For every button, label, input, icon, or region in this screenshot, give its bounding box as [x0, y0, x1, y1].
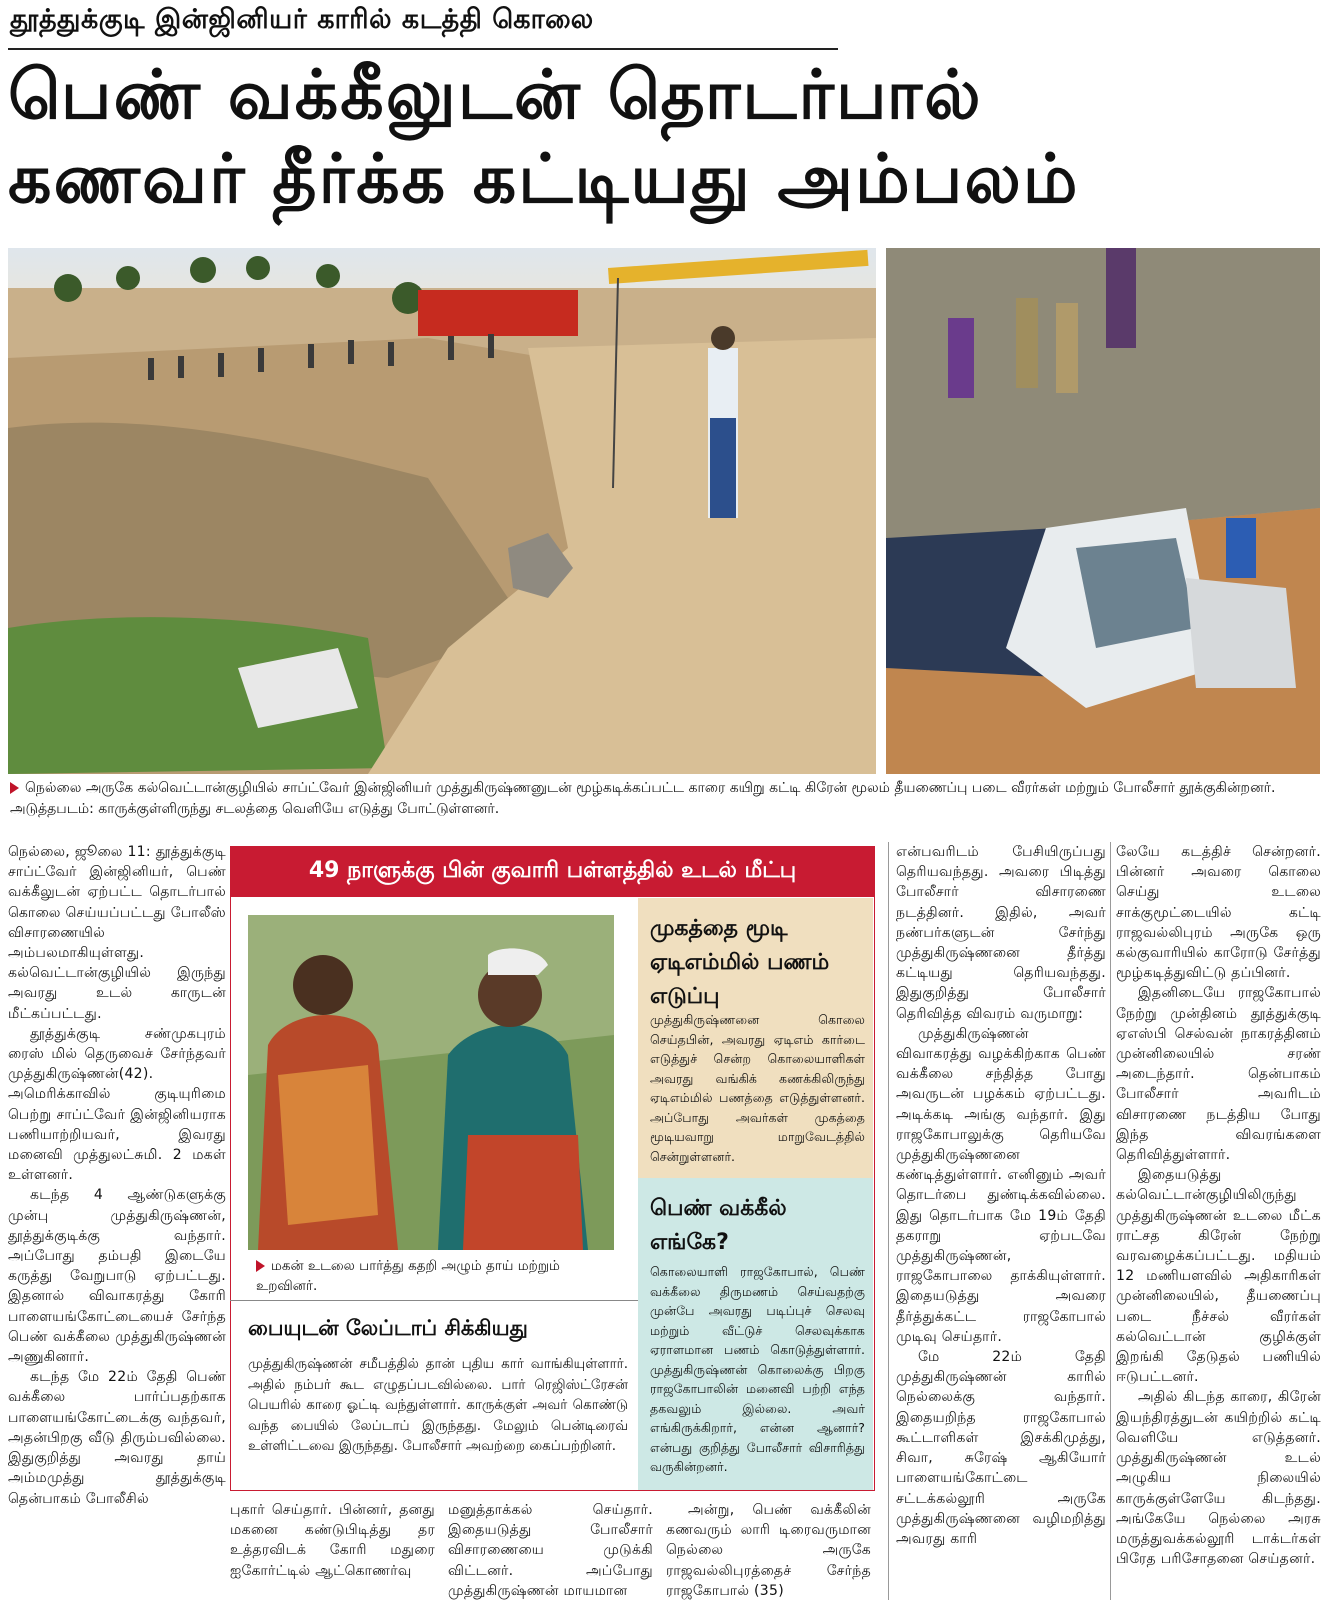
paragraph: மனுத்தாக்கல் செய்தார். இதையடுத்து போலீசார் விசாரணையை முடுக்கி விட்டனர். அப்போது முத்துகிருஷ்ணன் மாயமான	[448, 1502, 653, 1599]
paragraph: அதில் கிடந்த காரை, கிரேன் இயந்திரத்துடன் கயிற்றில் கட்டி வெளியே எடுத்தனர். முத்துகிருஷ்ணன் உடல் அழுகிய நிலையில் காருக்குள்ளேயே கிடந்தது. அங்கேயே நெல்லை அரசு மருத்துவக்கல்லூரி டாக்டர்கள் பிரேத பரிசோதனை செய்தனர்.	[1116, 1389, 1321, 1568]
car-body-recovery-photo	[886, 248, 1320, 774]
feature-banner: 49 நாளுக்கு பின் குவாரி பள்ளத்தில் உடல் மீட்பு	[230, 846, 875, 896]
atm-sidebar-title: முகத்தை மூடி ஏடிஎம்மில் பணம் எடுப்பு	[650, 916, 830, 1009]
atm-sidebar-body: முத்துகிருஷ்ணனை கொலை செய்தபின், அவரது ஏடிஎம் கார்டை எடுத்துச் சென்ற கொலையாளிகள் அவரது வங்கிக் கணக்கிலிருந்து ஏடிஎம்மில் பணத்தை எடுத்துள்ளனர். அப்போது அவர்கள் முகத்தை மூடியவாறு மாறுவேடத்தில் சென்றுள்ளனர்.	[650, 1012, 865, 1164]
kicker-rule	[8, 48, 838, 50]
paragraph: கடந்த மே 22ம் தேதி பெண் வக்கீலை பார்ப்பதற்காக பாளையங்கோட்டைக்கு வந்தவர், அதன்பிறகு வீடு திரும்பவில்லை. இதுகுறித்து அவரது தாய் அம்மமுத்து தூத்துக்குடி தென்பாகம் போலீசில்	[8, 1369, 226, 1507]
paragraph: என்பவரிடம் பேசியிருப்பது தெரியவந்தது. அவரை பிடித்து போலீசார் விசாரணை நடத்தினர். இதில், அவர் நண்பர்களுடன் சேர்ந்து முத்துகிருஷ்ணனை தீர்த்து கட்டியது தெரியவந்தது. இதுகுறித்து போலீசார் தெரிவித்த விவரம் வருமாறு:	[896, 844, 1106, 1022]
photo-caption-text: நெல்லை அருகே கல்வெட்டான்குழியில் சாப்ட்வேர் இன்ஜினியர் முத்துகிருஷ்ணனுடன் மூழ்கடிக்கப்பட்ட காரை கயிறு கட்டி கிரேன் மூலம் தீயணைப்பு படை வீரர்கள் மற்றும் போலீசார் தூக்குகின்றனர். அடுத்தபடம்: காருக்குள்ளிருந்து சடலத்தை வெளியே எடுத்து போட்டுள்ளனர்.	[10, 780, 1276, 817]
paragraph: லேயே கடத்திச் சென்றனர். பின்னர் அவரை கொலை செய்து உடலை சாக்குமூட்டையில் கட்டி ராஜவல்லிபுரம் அருகே ஒரு கல்குவாரியில் காரோடு சேர்த்து மூழ்கடித்துவிட்டு தப்பினர்.	[1116, 844, 1321, 982]
paragraph: முத்துகிருஷ்ணன் விவாகரத்து வழக்கிற்காக பெண் வக்கீலை சந்தித்த போது அவருடன் பழக்கம் ஏற்பட்டது. அடிக்கடி அங்கு வந்தார். இது ராஜகோபாலுக்கு தெரியவே முத்துகிருஷ்ணனை கண்டித்துள்ளார். எனினும் அவர் தொடர்பை துண்டிக்கவில்லை. இது தொடர்பாக மே 19ம் தேதி தகராறு ஏற்படவே முத்துகிருஷ்ணன், ராஜகோபாலை தாக்கியுள்ளார். இதையடுத்து அவரை தீர்த்துக்கட்ட ராஜகோபால் முடிவு செய்தார்.	[896, 1025, 1106, 1345]
quarry-rescue-photo	[8, 248, 876, 774]
article-column-5	[1116, 842, 1321, 1600]
article-column-1	[8, 842, 226, 1600]
photo-caption	[10, 778, 1320, 820]
laptop-subhead: பையுடன் லேப்டாப் சிக்கியது	[248, 1316, 528, 1340]
paragraph: கடந்த 4 ஆண்டுகளுக்கு முன்பு முத்துகிருஷ்ணன், தூத்துக்குடிக்கு வந்தார். அப்போது தம்பதி இடையே கருத்து வேறுபாடு ஏற்பட்டது. இதனால் விவாகரத்து கோரி பாளையங்கோட்டையைச் சேர்ந்த பெண் வக்கீலை முத்துகிருஷ்ணன் அணுகினார்.	[8, 1187, 226, 1366]
paragraph: நெல்லை, ஜூலை 11: தூத்துக்குடி சாப்ட்வேர் இன்ஜினியர், பெண் வக்கீலுடன் ஏற்பட்ட தொடர்பால் கொலை செய்யப்பட்டது போலீஸ் விசாரணையில் அம்பலமாகியுள்ளது. கல்வெட்டான்குழியில் இருந்து அவரது உடல் காருடன் மீட்கப்பட்டது.	[8, 844, 226, 1022]
bottom-columns	[230, 1500, 875, 1600]
feature-photo-caption	[256, 1256, 616, 1296]
headline-line-2: கணவர் தீர்க்க கட்டியது அம்பலம்	[8, 140, 1080, 219]
article-column-4	[896, 842, 1106, 1600]
column-divider	[1110, 842, 1111, 1600]
caption-arrow-icon	[10, 782, 19, 794]
headline-line-1: பெண் வக்கீலுடன் தொடர்பால்	[8, 56, 983, 135]
laptop-body: முத்துகிருஷ்ணன் சமீபத்தில் தான் புதிய கார் வாங்கியுள்ளார். அதில் நம்பர் கூட எழுதப்படவில்லை. பார் ரெஜிஸ்ட்ரேசன் பெயரில் காரை ஓட்டி வந்துள்ளார். காருக்குள் அவர் கொண்டு வந்த பையில் லேப்டாப் இருந்தது. மேலும் பென்டிரைவ் உள்ளிட்டவை இருந்தது. போலீசார் அவற்றை கைப்பற்றினர்.	[248, 1356, 628, 1454]
caption-arrow-icon	[256, 1260, 265, 1272]
paragraph: இதனிடையே ராஜகோபால் நேற்று முன்தினம் தூத்துக்குடி ஏஎஸ்பி செல்வன் நாகரத்தினம் முன்னிலையில் சரண் அடைந்தார். தென்பாகம் போலீசார் அவரிடம் விசாரணை நடத்திய போது இந்த விவரங்களை தெரிவித்துள்ளார்.	[1116, 985, 1321, 1164]
column-divider	[888, 842, 889, 1600]
article-column-2	[230, 1500, 435, 1581]
paragraph: இதையடுத்து கல்வெட்டான்குழியிலிருந்து முத்துகிருஷ்ணன் உடலை மீட்க ராட்சத கிரேன் நேற்று வரவழைக்கப்பட்டது. மதியம் 12 மணியளவில் அதிகாரிகள் முன்னிலையில், தீயணைப்பு படை நீச்சல் வீரர்கள் கல்வெட்டான் குழிக்குள் இறங்கி தேடுதல் பணியில் ஈடுபட்டனர்.	[1116, 1167, 1321, 1386]
kicker-headline: தூத்துக்குடி இன்ஜினியர் காரில் கடத்தி கொலை	[10, 4, 594, 35]
paragraph: அன்று, பெண் வக்கீலின் கணவரும் லாரி டிரைவருமான நெல்லை அருகே ராஜவல்லிபுரத்தைச் சேர்ந்த ராஜகோபால் (35)	[666, 1502, 871, 1599]
article-column-3b	[666, 1500, 871, 1601]
lawyer-sidebar-title: பெண் வக்கீல் எங்கே?	[650, 1196, 787, 1255]
lawyer-sidebar-body: கொலையாளி ராஜகோபால், பெண் வக்கீலை திருமணம் செய்வதற்கு முன்பே அவரது படிப்புச் செலவு மற்றும் வீட்டுச் செலவுக்காக ஏராளமான பணம் கொடுத்துள்ளார். முத்துகிருஷ்ணன் கொலைக்கு பிறகு ராஜகோபாலின் மனைவி பற்றி எந்த தகவலும் இல்லை. அவர் எங்கிருக்கிறார், என்ன ஆனார்? என்பது குறித்து போலீசார் விசாரித்து வருகின்றனர்.	[650, 1264, 865, 1474]
paragraph: புகார் செய்தார். பின்னர், தனது மகனை கண்டுபிடித்து தர உத்தரவிடக் கோரி மதுரை ஐகோர்ட்டில் ஆட்கொணர்வு	[230, 1502, 435, 1579]
feature-photo-caption-text: மகன் உடலை பார்த்து கதறி அழும் தாய் மற்றும் உறவினர்.	[256, 1258, 560, 1294]
mother-grieving-photo	[248, 915, 614, 1250]
article-column-3	[448, 1500, 653, 1601]
paragraph: தூத்துக்குடி சண்முகபுரம் ரைஸ் மில் தெருவைச் சேர்ந்தவர் முத்துகிருஷ்ணன்(42). அமெரிக்காவில் குடியுரிமை பெற்று சாப்ட்வேர் இன்ஜினியராக பணியாற்றியவர், இவரது மனைவி முத்துலட்சுமி. 2 மகள் உள்ளனர்.	[8, 1025, 226, 1184]
paragraph: மே 22ம் தேதி முத்துகிருஷ்ணன் காரில் நெல்லைக்கு வந்தார். இதையறிந்த ராஜகோபால் கூட்டாளிகள் இசக்கிமுத்து, சிவா, சுரேஷ் ஆகியோர் பாளையங்கோட்டை சட்டக்கல்லூரி அருகே முத்துகிருஷ்ணனை வழிமறித்து அவரது காரி	[896, 1349, 1106, 1547]
